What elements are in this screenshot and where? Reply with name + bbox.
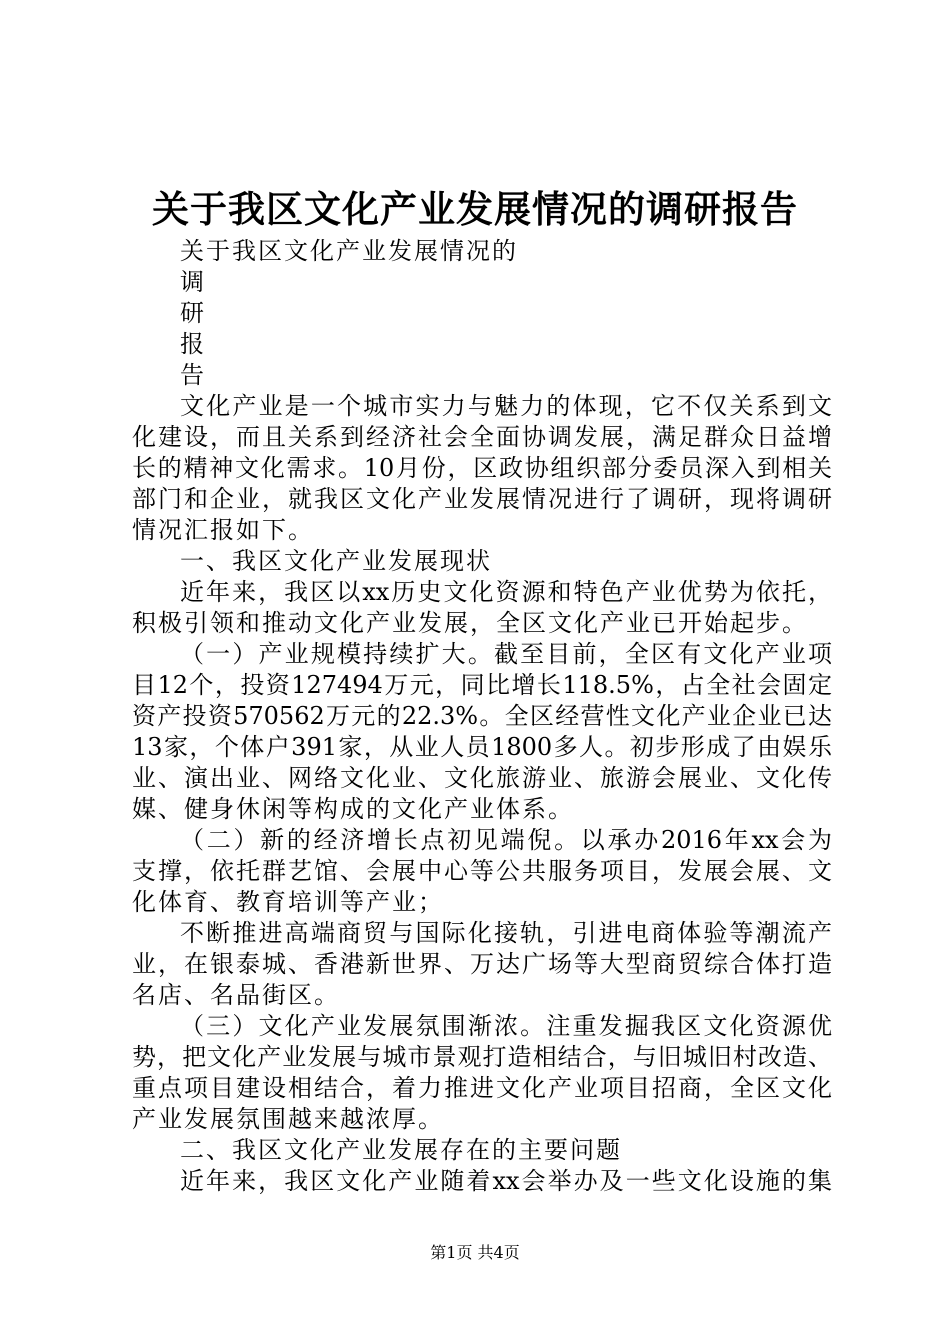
text-line: 业、演出业、网络文化业、文化旅游业、旅游会展业、文化传 — [132, 764, 832, 792]
text-line: 研 — [180, 299, 206, 327]
text-line: 名店、名品街区。 — [132, 981, 340, 1009]
text-line: 积极引领和推动文化产业发展，全区文化产业已开始起步。 — [132, 609, 808, 637]
text-line: 媒、健身休闲等构成的文化产业体系。 — [132, 795, 574, 823]
text-line: 重点项目建设相结合，着力推进文化产业项目招商，全区文化 — [132, 1074, 832, 1102]
text-line: （一）产业规模持续扩大。截至目前，全区有文化产业项 — [180, 640, 832, 668]
text-line: 13家，个体户391家，从业人员1800多人。初步形成了由娱乐 — [132, 733, 832, 761]
text-line: 告 — [180, 361, 206, 389]
text-line: 化建设，而且关系到经济社会全面协调发展，满足群众日益增 — [132, 423, 832, 451]
text-line: 业，在银泰城、香港新世界、万达广场等大型商贸综合体打造 — [132, 950, 832, 978]
text-line: 支撑，依托群艺馆、会展中心等公共服务项目，发展会展、文 — [132, 857, 832, 885]
text-line: 部门和企业，就我区文化产业发展情况进行了调研，现将调研 — [132, 485, 832, 513]
text-line: 资产投资570562万元的22.3%。全区经营性文化产业企业已达 — [132, 702, 832, 730]
text-line: 势，把文化产业发展与城市景观打造相结合，与旧城旧村改造、 — [132, 1043, 832, 1071]
document-title: 关于我区文化产业发展情况的调研报告 — [152, 187, 798, 231]
text-line: 报 — [180, 330, 206, 358]
text-line: 不断推进高端商贸与国际化接轨，引进电商体验等潮流产 — [180, 919, 832, 947]
text-line: 化体育、教育培训等产业； — [132, 888, 444, 916]
text-line: 产业发展氛围越来越浓厚。 — [132, 1105, 444, 1133]
text-line: 一、我区文化产业发展现状 — [180, 547, 492, 575]
text-line: 近年来，我区文化产业随着xx会举办及一些文化设施的集 — [180, 1167, 832, 1195]
document-body — [132, 236, 832, 1197]
text-line: 文化产业是一个城市实力与魅力的体现，它不仅关系到文 — [180, 392, 832, 420]
text-line: 情况汇报如下。 — [132, 516, 314, 544]
page-footer: 第1页 共4页 — [430, 1243, 520, 1262]
text-line: 长的精神文化需求。10月份，区政协组织部分委员深入到相关 — [132, 454, 832, 482]
text-line: （三）文化产业发展氛围渐浓。注重发掘我区文化资源优 — [180, 1012, 832, 1040]
text-line: 调 — [180, 268, 206, 296]
text-line: （二）新的经济增长点初见端倪。以承办2016年xx会为 — [180, 826, 832, 854]
text-line: 关于我区文化产业发展情况的 — [180, 237, 518, 265]
text-line: 近年来，我区以xx历史文化资源和特色产业优势为依托， — [180, 578, 832, 606]
text-line: 二、我区文化产业发展存在的主要问题 — [180, 1136, 622, 1164]
text-line: 目12个，投资127494万元，同比增长118.5%，占全社会固定 — [132, 671, 832, 699]
